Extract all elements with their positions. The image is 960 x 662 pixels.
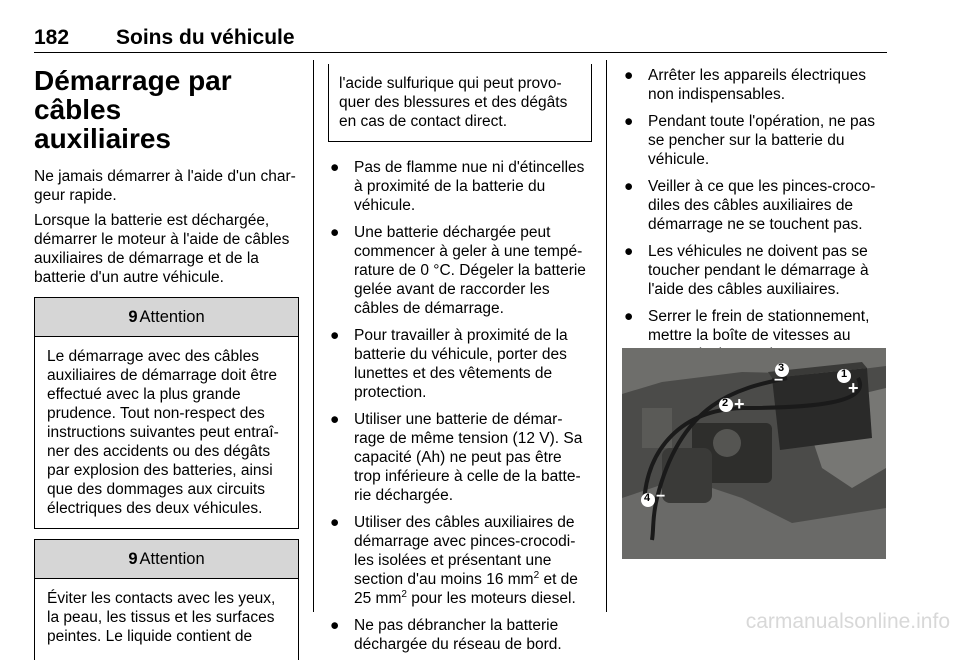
bullet-icon: ● [330, 159, 340, 176]
callout-4: 4 [644, 492, 651, 504]
attention-label: Attention [139, 308, 205, 326]
intro-paragraph-2: Lorsque la batterie est déchargée, démarrer le moteur à l'aide de câbles auxiliaires de démarrage et de la batterie d'un autre véhicule. [34, 212, 290, 286]
bullet-icon: ● [330, 411, 340, 428]
callout-3: 3 [778, 362, 785, 374]
minus-terminal-3: − [774, 372, 784, 389]
bullet-icon: ● [330, 617, 340, 634]
bullet-icon: ● [624, 178, 634, 195]
attention-text-continued: l'acide sulfurique qui peut provo-quer des blessures et des dégâts en cas de contact direct. [339, 75, 568, 130]
list-item: ● Arrêter les appareils électriques non indispensables. [624, 67, 866, 103]
bullet-icon: ● [624, 113, 634, 130]
callout-1: 1 [841, 368, 848, 380]
list-item: ● Pour travailler à proximité de la batterie du véhicule, porter des lunettes et des vêtements de protection. [330, 327, 568, 401]
column-3 [622, 66, 888, 372]
instructions-list [622, 66, 888, 364]
list-item: ● Utiliser une batterie de démar-rage de même tension (12 V). Sa capacité (Ah) ne peut pas être trop inférieure à celle de la batte-rie déchargée. [330, 411, 583, 504]
warning-icon: 9 [128, 308, 138, 326]
attention-label: Attention [139, 550, 205, 568]
attention-header [35, 540, 298, 579]
precautions-list [328, 158, 592, 654]
list-item: ● Une batterie déchargée peut commencer à geler à une tempé-rature de 0 °C. Dégeler la batterie gelée avant de raccorder les câbles de démarrage. [330, 224, 586, 317]
header-rule [34, 52, 887, 53]
attention-header [35, 298, 298, 337]
watermark: carmanualsonline.info [745, 610, 950, 633]
column-separator-2 [606, 60, 607, 612]
engine-bay-illustration [622, 348, 886, 559]
bullet-icon: ● [624, 67, 634, 84]
minus-terminal-4: − [656, 488, 666, 505]
list-item: ● Utiliser des câbles auxiliaires de démarrage avec pinces-crocodi-les isolées et présentant une section d'au moins 16 $mm^2$ et de 25 $mm^2$ pour les moteurs diesel. [330, 514, 578, 607]
list-item: ● Pas de flamme nue ni d'étincelles à proximité de la batterie du véhicule. [330, 159, 585, 214]
list-item: ● Les véhicules ne doivent pas se toucher pendant le démarrage à l'aide des câbles auxiliaires. [624, 243, 869, 298]
plus-terminal-2: + [734, 394, 745, 414]
page-title: Démarrage par câbles auxiliaires [34, 65, 232, 154]
list-item: ● Veiller à ce que les pinces-croco-diles des câbles auxiliaires de démarrage ne se touchent pas. [624, 178, 876, 233]
column-1 [34, 66, 299, 660]
plus-terminal-1: + [848, 378, 859, 398]
bullet-icon: ● [330, 224, 340, 241]
attention-box-1 [34, 297, 299, 529]
list-item: ● Ne pas débrancher la batterie déchargée du réseau de bord. [330, 617, 562, 653]
list-item: ● Pendant toute l'opération, ne pas se pencher sur la batterie du véhicule. [624, 113, 876, 168]
warning-icon: 9 [128, 550, 138, 568]
column-separator-1 [313, 60, 314, 612]
section-title: Soins du véhicule [116, 26, 295, 49]
bullet-icon: ● [624, 243, 634, 260]
page-number: 182 [34, 26, 70, 49]
attention-box-continued [328, 64, 592, 142]
bullet-icon: ● [330, 514, 340, 531]
attention-text: Éviter les contacts avec les yeux, la peau, les tissus et les surfaces peintes. Le liquide contient de [47, 590, 276, 645]
page-header [34, 26, 295, 50]
column-2 [328, 64, 592, 662]
attention-text: Le démarrage avec des câbles auxiliaires de démarrage doit être effectué avec la plus grande prudence. Tout non-respect des instructions suivantes peut entraî-ner des accidents ou des dégâts par explosion des batteries, ainsi que des dommages aux circuits électriques des deux véhicules. [47, 348, 279, 517]
intro-paragraph-1: Ne jamais démarrer à l'aide d'un char-geur rapide. [34, 168, 296, 204]
bullet-icon: ● [330, 327, 340, 344]
callout-2: 2 [722, 397, 729, 409]
list-item: ● Serrer le frein de stationnement, mettre la boîte de vitesses au [624, 308, 870, 344]
bullet-icon: ● [624, 308, 634, 325]
